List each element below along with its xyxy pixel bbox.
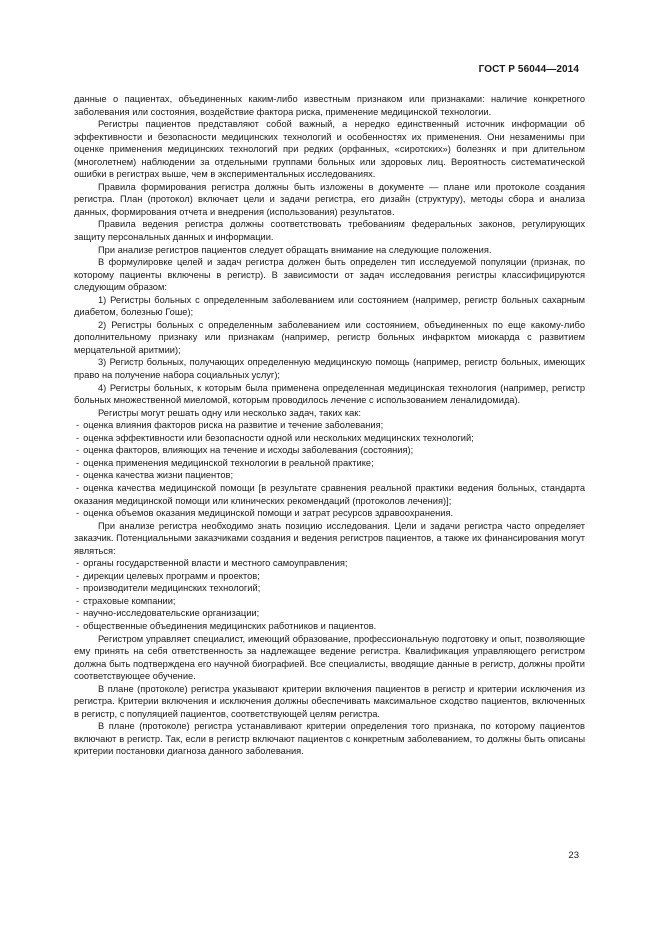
list-dash: - [76,457,80,468]
paragraph: В плане (протоколе) регистра устанавливают критерии определения того признака, по которому пациентов включают в регистр. Так, если в регистр включают пациентов с конкретным заболеванием, то должны быть описаны критерии постановки диагноза данного заболевания. [74,721,585,757]
paragraph: При анализе регистра необходимо знать позицию исследования. Цели и задачи регистра часто определяет заказчик. Потенциальными заказчиками создания и ведения регистров пациентов, а также их финансирования могут являться: [74,520,585,556]
paragraph-continued: данные о пациентах, объединенных каким-либо известным признаком или признаками: наличие конкретного заболевания или состояния, воздействие фактора риска, применение медицинской технологии. [74,94,585,117]
list-item [74,444,585,457]
list-dash: - [76,595,80,606]
list-item [74,482,585,507]
list-dash: - [76,620,80,631]
page-number: 23 [568,850,579,861]
paragraph: Регистры пациентов представляют собой важный, а нередко единственный источник информации об эффективности и безопасности медицинских технологий и особенностях их применения. Они незаменимы при оценке применения медицинских технологий при редких (орфанных, «сиротских») болезнях и при длительном (многолетнем) наблюдении за отдельными группами больных или здоровых лиц. Вероятность систематической ошибки в регистрах выше, чем в экспериментальных исследованиях. [74,119,585,180]
paragraph: Регистры могут решать одну или несколько задач, таких как: [98,407,361,418]
paragraph: В плане (протоколе) регистра указывают критерии включения пациентов в регистр и критерии исключения из регистра. Критерии включения и исключения должны обеспечивать максимальное сходство пациентов, включенных в регистр, с популяцией пациентов, соответствующей целям регистра. [74,683,585,719]
paragraph: Правила формирования регистра должны быть изложены в документе — плане или протоколе создания регистра. План (протокол) включает цели и задачи регистра, его дизайн (структуру), методы сбора и анализа данных, формирования отчета и внедрения (использования) результатов. [74,181,585,217]
list-item [74,620,585,633]
list-dash: - [76,420,80,431]
list-item [74,595,585,608]
document-body [74,93,585,758]
list-item-text: производители медицинских технологий; [83,583,261,594]
list-item [74,507,585,520]
list-item-text: оценка применения медицинской технологии в реальной практике; [83,457,374,468]
list-item [74,607,585,620]
list-dash: - [76,608,80,619]
list-item [74,432,585,445]
list-item-text: дирекции целевых программ и проектов; [83,570,260,581]
list-dash: - [76,570,80,581]
list-item-text: оценка качества жизни пациентов; [83,470,234,481]
list-dash: - [76,445,80,456]
list-dash: - [76,470,80,481]
list-item-text: органы государственной власти и местного самоуправления; [83,558,348,569]
list-dash: - [76,432,80,443]
list-item-text: оценка объемов оказания медицинской помощи и затрат ресурсов здравоохранения. [83,508,454,519]
list-item [74,457,585,470]
paragraph: 4) Регистры больных, к которым была применена определенная медицинская технология (например, регистр больных множественной миеломой, которым проводилось лечение с использованием леналидомида). [74,382,585,406]
list-dash: - [76,583,80,594]
list-item [74,570,585,583]
list-item [74,419,585,432]
list-item-text: оценка влияния факторов риска на развитие и течение заболевания; [83,420,384,431]
list-dash: - [76,558,80,569]
list-item [74,557,585,570]
paragraph: 1) Регистры больных с определенным заболеванием или состоянием (например, регистр больных сахарным диабетом, болезнью Гоше); [74,294,585,318]
list-dash: - [76,508,80,519]
paragraph: Регистром управляет специалист, имеющий образование, профессиональную подготовку и опыт, позволяющие ему принять на себя ответственность за надлежащее ведение регистра. Квалификация управляющего регистром должна быть подтверждена его научной биографией. Все специалисты, вводящие данные в регистр, должны пройти соответствующее обучение. [74,633,585,682]
list-item-text: страховые компании; [83,595,176,606]
document-code: ГОСТ Р 56044—2014 [478,64,579,75]
paragraph: Правила ведения регистра должны соответствовать требованиям федеральных законов, регулирующих защиту персональных данных и информации. [74,219,585,243]
paragraph: При анализе регистров пациентов следует обращать внимание на следующие положения. [98,244,492,255]
list-item [74,582,585,595]
list-item-text: оценка качества медицинской помощи [в результате сравнения реальной практики ведения больных, стандарта оказания медицинской помощи или клинических рекомендаций (протоколов лечения)]; [74,482,585,506]
paragraph: 2) Регистры больных с определенным заболеванием или состоянием, объединенных по еще какому-либо дополнительному признаку или признакам (например, регистр больных инфарктом миокарда с развитием мерцательной аритмии); [74,319,585,355]
list-item-text: научно-исследовательские организации; [83,608,260,619]
paragraph: 3) Регистр больных, получающих определенную медицинскую помощь (например, регистр больных, имеющих право на получение набора социальных услуг); [74,357,585,381]
list-item-text: оценка эффективности или безопасности одной или нескольких медицинских технологий; [83,432,474,443]
list-dash: - [76,482,80,493]
list-item [74,469,585,482]
paragraph: В формулировке целей и задач регистра должен быть определен тип исследуемой популяции (признак, по которому пациенты включены в регистр). В зависимости от задач исследования регистры классифицируются следующим образом: [74,257,585,293]
list-item-text: оценка факторов, влияющих на течение и исходы заболевания (состояния); [83,445,414,456]
list-item-text: общественные объединения медицинских работников и пациентов. [83,620,377,631]
